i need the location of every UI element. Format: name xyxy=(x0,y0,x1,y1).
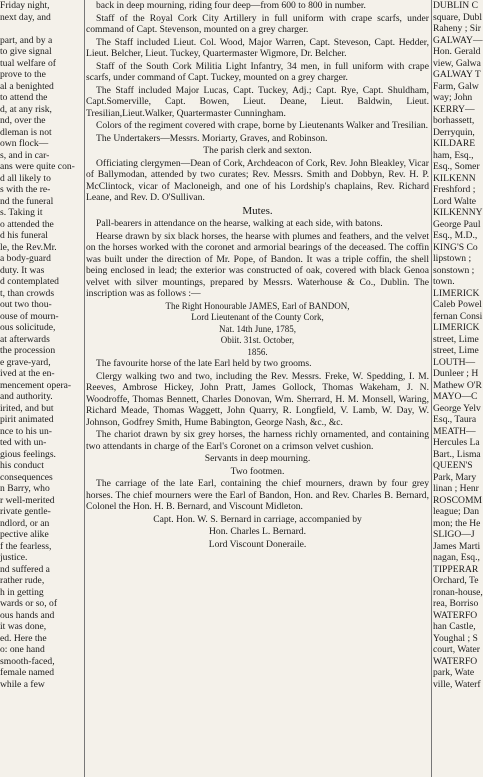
inscription-line: The Right Honourable JAMES, Earl of BANDON, xyxy=(165,300,350,311)
right-column-line: QUEEN'S xyxy=(433,460,473,471)
left-column-line xyxy=(0,23,82,35)
paragraph-artillery: Staff of the Royal Cork City Artillery in full uniform with crape scarfs, under command of Capt. Stevenson, mounted on a grey charger. xyxy=(86,12,429,35)
left-column-line: ans were quite con- xyxy=(0,161,75,172)
right-column-line: park, Wate xyxy=(433,667,475,678)
paragraph-doneraile: Lord Viscount Doneraile. xyxy=(208,538,307,550)
right-column-line: sonstown ; xyxy=(433,264,475,276)
right-column-line: Park, Mary xyxy=(433,471,477,483)
coffin-inscription xyxy=(86,301,429,358)
right-column-line: George Paul xyxy=(433,218,481,230)
left-column-line: al a benighted xyxy=(0,80,54,92)
right-column-line: GALWAY— xyxy=(433,34,483,46)
left-column-line: wards or so, of xyxy=(0,598,58,609)
left-column-line: s. Taking it xyxy=(0,207,43,218)
right-column-line: Raheny ; Sir xyxy=(433,23,481,34)
right-column-text xyxy=(433,0,483,777)
left-column-line: at afterwards xyxy=(0,333,50,345)
left-column-line: Friday night, xyxy=(0,0,50,11)
right-column-line: way; John xyxy=(433,92,473,103)
right-column-line: Hercules La xyxy=(433,437,480,448)
left-column-line: r well-merited xyxy=(0,494,55,506)
left-column-line: gious feelings. xyxy=(0,448,56,460)
left-column-line: ous hands and xyxy=(0,609,55,621)
left-column-line: f the fearless, xyxy=(0,540,52,552)
left-column-line: mencement opera- xyxy=(0,379,72,391)
paragraph-charles: Hon. Charles L. Bernard. xyxy=(209,526,306,537)
right-column-line: borhassett, xyxy=(433,115,475,126)
left-column-line: part, and by a xyxy=(0,34,53,46)
left-column-line: nd suffered a xyxy=(0,563,50,575)
left-column-line: pirit animated xyxy=(0,414,54,425)
right-column-line: MAYO—C xyxy=(433,391,478,402)
right-column-line: LIMERICK xyxy=(433,287,480,299)
left-column-line: irited, and but xyxy=(0,402,54,414)
left-column-line: tual welfare of xyxy=(0,57,56,69)
right-column-line: Farm, Galw xyxy=(433,80,479,92)
left-column-line: next day, and xyxy=(0,11,51,23)
paragraph-pallbearers: Pall-bearers in attendance on the hearse, walking at each side, with batons. xyxy=(96,218,383,229)
inscription-line: Nat. 14th June, 1785, xyxy=(219,323,296,334)
left-column-line: rather rude, xyxy=(0,575,45,586)
left-column-line: d all likely to xyxy=(0,172,51,184)
right-column-line: KILKENN xyxy=(433,172,476,184)
right-column-line: ronan-house, xyxy=(433,586,483,598)
right-column-line: ham, Esq., xyxy=(433,149,474,161)
left-column-line: pective alike xyxy=(0,529,49,540)
right-column-line: KILKENNY xyxy=(433,207,483,218)
right-column-line: ville, Waterf xyxy=(433,678,481,690)
paragraph-carriage: The carriage of the late Earl, containing the chief mourners, drawn by four grey horses. The chief mourners were the Earl of Bandon, Hon. and Rev. Charles B. Bernard, Colonel the Hon. H. B. Bernard, and Viscount Midleton. xyxy=(86,478,429,512)
left-column-line: smooth-faced, xyxy=(0,655,55,667)
left-column-line: consequences xyxy=(0,471,53,483)
left-column-line: out two thou- xyxy=(0,299,52,310)
right-column-line: LOUTH— xyxy=(433,356,476,368)
left-column-line: dleman is not xyxy=(0,126,52,138)
left-column-line: nd, over the xyxy=(0,115,46,126)
left-column-line: and authority. xyxy=(0,391,53,402)
right-column-line: Derryquin, xyxy=(433,126,475,138)
left-column-line: own flock— xyxy=(0,138,49,149)
right-column-line: han Castle, xyxy=(433,621,476,632)
right-column-line: Dunleer ; H xyxy=(433,368,479,379)
left-column-line: ndlord, or an xyxy=(0,517,50,529)
right-column-line: linan ; Henr xyxy=(433,483,479,494)
right-column-line: MEATH— xyxy=(433,425,476,437)
left-column-line: ed. Here the xyxy=(0,632,47,644)
left-column-line: o attended the xyxy=(0,218,54,230)
right-column-line: SLIGO—J xyxy=(433,529,475,540)
right-column-line: WATERFO xyxy=(433,655,478,667)
right-column-line: Esq., Taura xyxy=(433,414,477,425)
left-column-line: duty. It was xyxy=(0,264,45,276)
right-column-line: street, Lime xyxy=(433,333,479,345)
right-column-line: Esq., M.D., xyxy=(433,230,478,241)
paragraph-clergy: Clergy walking two and two, including the Rev. Messrs. Freke, W. Spedding, I. M. Reeves, Ambrose Hickey, John Pratt, James Gollock, Thomas Wakeham, J. N. Woodroffe, Thomas Bennett, Charles Donovan, Wm. Sherrard, H. M. Monsell, Waring, Richard Meade, Thomas Waggett, John Quarry, R. Longfield, V. Lamb, W. Day, W. Johnson, Godfrey Smith, Hume Babington, George Nash, &c., &c. xyxy=(86,370,429,428)
left-column-line: to give signal xyxy=(0,46,52,57)
left-column-line: ted with un- xyxy=(0,437,47,448)
left-column-text xyxy=(0,0,82,777)
right-column-line: KING'S Co xyxy=(433,241,478,253)
right-column-line: James Marti xyxy=(433,540,481,552)
center-column-article xyxy=(86,0,429,777)
right-column-line: mon; the He xyxy=(433,517,481,529)
paragraph-hearse: Hearse drawn by six black horses, the hearse with plumes and feathers, and the velvet on the horses worked with the coronet and armorial bearings of the deceased. The coffin was built under the direction of Mr. Pope, of Bandon. It was a triple coffin, the shell being enclosed in lead; the exterior was constructed of oak, covered with black Genoa velvet with silver mountings, prepared by Messrs. Waterhouse & Co., Dublin. The inscription was as follows :— xyxy=(86,230,429,299)
right-column-line: ROSCOMM xyxy=(433,494,483,506)
right-column-line: TIPPERAR xyxy=(433,563,479,575)
top-line: back in deep mourning, riding four deep—from 600 to 800 in number. xyxy=(96,0,366,11)
left-column-line: rivate gentle- xyxy=(0,506,51,517)
right-column-line: WATERFO xyxy=(433,609,478,621)
paragraph-clergymen: Officiating clergymen—Dean of Cork, Archdeacon of Cork, Rev. John Bleakley, Vicar of Ballymodan, attended by two curates; Rev. Messrs. Smith and Dobbyn, Rev. H. P. McClintock, vicar of Macloneigh, and one of his Lordship's chaplains, Rev. Richard Leane, and Rev. D. O'Sullivan. xyxy=(86,157,429,203)
paragraph-colors: Colors of the regiment covered with crape, borne by Lieutenants Walker and Tresilian. xyxy=(96,120,429,131)
right-column-line: Lord Walte xyxy=(433,195,477,207)
inscription-line: 1856. xyxy=(247,346,268,357)
right-column-line: Orchard, Te xyxy=(433,575,479,586)
right-column-line: lipstown ; xyxy=(433,253,472,264)
right-column-line: Freshford ; xyxy=(433,184,476,195)
right-column-line: fernan Consi xyxy=(433,310,483,322)
left-column-line: his conduct xyxy=(0,460,44,471)
right-column-line: square, Dubl xyxy=(433,11,483,23)
paragraph-footmen: Two footmen. xyxy=(230,465,285,477)
left-column-line: ived at the en- xyxy=(0,368,55,379)
left-column-line: a body-guard xyxy=(0,253,51,264)
column-divider xyxy=(84,0,85,777)
left-column-line: female named xyxy=(0,667,55,678)
right-column-line: town. xyxy=(433,276,455,287)
right-column-line: Bart., Lisma xyxy=(433,448,481,460)
left-column-line: it was done, xyxy=(0,621,47,632)
left-column-line: while a few xyxy=(0,678,45,690)
left-column-line: justice. xyxy=(0,552,28,563)
left-column-line: to attend the xyxy=(0,92,48,103)
left-column-line: ous solicitude, xyxy=(0,322,56,333)
paragraph-militia: Staff of the South Cork Militia Light Infantry, 34 men, in full uniform with crape scarfs, under command of Capt. Tuckey, mounted on a grey charger. xyxy=(86,60,429,83)
right-column-line: Esq., Somer xyxy=(433,161,480,172)
paragraph-clerk: The parish clerk and sexton. xyxy=(203,145,312,156)
paragraph-captain: Capt. Hon. W. S. Bernard in carriage, accompanied by xyxy=(153,513,362,525)
right-column-line: view, Galwa xyxy=(433,57,481,69)
left-column-line: t, than crowds xyxy=(0,287,55,299)
left-column-line: ouse of mourn- xyxy=(0,310,59,322)
right-column-line: Youghal ; S xyxy=(433,632,478,644)
mutes-heading: Mutes. xyxy=(242,204,273,217)
right-column-line: league; Dan xyxy=(433,506,480,517)
right-column-line: Hon. Gerald xyxy=(433,46,481,57)
right-column-line: rea, Borriso xyxy=(433,598,479,609)
left-column-line: o: one hand xyxy=(0,644,45,655)
left-column-line: h in getting xyxy=(0,586,44,598)
left-column-line: nd the funeral xyxy=(0,195,54,207)
left-column-line: s, and in car- xyxy=(0,149,50,161)
inscription-line: Lord Lieutenant of the County Cork, xyxy=(191,312,324,322)
right-column-line: Caleb Powel xyxy=(433,299,482,310)
paragraph-horse: The favourite horse of the late Earl held by two grooms. xyxy=(96,358,312,369)
left-column-line: n Barry, who xyxy=(0,483,50,494)
paragraph-undertakers: The Undertakers—Messrs. Moriarty, Graves, and Robinson. xyxy=(96,132,328,144)
right-column-line: Mathew O'R xyxy=(433,379,482,391)
right-column-line: street, Lime xyxy=(433,345,479,356)
left-column-line: d, at any risk, xyxy=(0,103,52,115)
left-column-line: the procession xyxy=(0,345,56,356)
left-column-line: e grave-yard, xyxy=(0,356,51,368)
paragraph-militia-staff: The Staff included Major Lucas, Capt. Tuckey, Adj.; Capt. Rye, Capt. Shuldham, Capt.Somerville, Capt. Bowen, Lieut. Deane, Lieut. Baldwin, Lieut. Tresilian,Lieut.Walker, Quartermaster Cunningham. xyxy=(86,84,429,119)
right-column-line: LIMERICK xyxy=(433,322,480,333)
inscription-line: Obiit. 31st. October, xyxy=(220,335,295,345)
left-column-line: le, the Rev.Mr. xyxy=(0,241,57,253)
column-divider xyxy=(431,0,432,777)
left-column-line: nce to his un- xyxy=(0,425,52,437)
left-column-line: d his funeral xyxy=(0,230,48,241)
left-column-line: s with the re- xyxy=(0,184,51,195)
right-column-line: KERRY— xyxy=(433,103,475,115)
left-column-line: prove to the xyxy=(0,69,46,80)
paragraph-chariot: The chariot drawn by six grey horses, the harness richly ornamented, and containing two attendants in charge of the Earl's Coronet on a crimson velvet cushion. xyxy=(86,429,429,452)
right-column-line: court, Water xyxy=(433,644,480,655)
right-column-line: GALWAY T xyxy=(433,69,481,80)
paragraph-servants: Servants in deep mourning. xyxy=(204,453,311,464)
right-column-line: nagan, Esq., xyxy=(433,552,480,563)
right-column-line: George Yelv xyxy=(433,402,481,414)
right-column-line: DUBLIN C xyxy=(433,0,479,11)
right-column-line: KILDARE xyxy=(433,138,476,149)
paragraph-artillery-staff: The Staff included Lieut. Col. Wood, Major Warren, Capt. Steveson, Capt. Hedder, Lieut. Belcher, Lieut. Tuckey, Quartermaster Wigmore, Dr. Belcher. xyxy=(86,36,429,59)
left-column-line: d contemplated xyxy=(0,276,59,287)
